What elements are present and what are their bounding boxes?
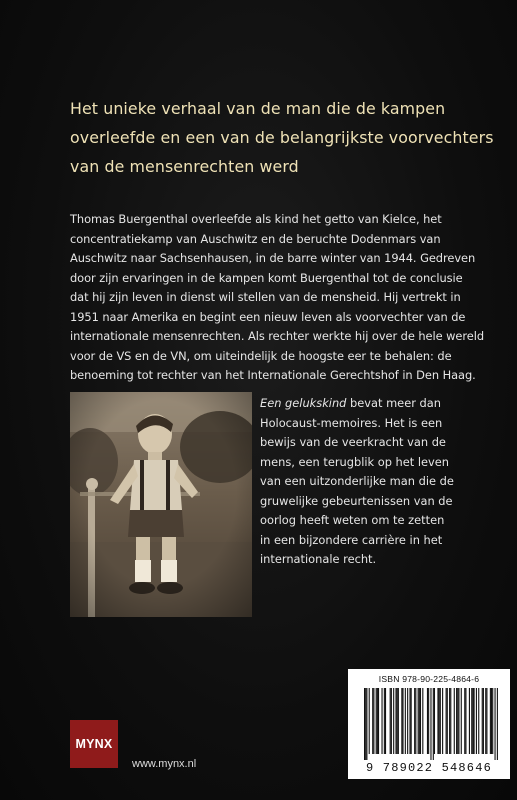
side-line: gruwelijke gebeurtenissen van de bbox=[260, 493, 453, 508]
side-line: van een uitzonderlijke man die de bbox=[260, 474, 454, 488]
side-line bbox=[260, 394, 500, 414]
blurb-line: 1951 naar Amerika en begint een nieuw leven als voorvechter van de bbox=[70, 309, 466, 324]
barcode-icon bbox=[364, 688, 498, 760]
tagline bbox=[70, 94, 494, 181]
blurb-line: internationale mensenrechten. Als rechter werkte hij over de hele wereld bbox=[70, 329, 485, 343]
barcode-digits: 9 789022 548646 bbox=[365, 761, 493, 775]
blurb-line: Auschwitz naar Sachsenhausen, in de barre winter van 1944. Gedreven bbox=[70, 251, 476, 265]
publisher-logo: MYNX bbox=[70, 720, 118, 768]
childhood-photo bbox=[70, 392, 252, 617]
side-line: internationale recht. bbox=[260, 552, 377, 566]
side-line: in een bijzondere carrière in het bbox=[260, 532, 443, 547]
side-line: bewijs van de veerkracht van de bbox=[260, 435, 446, 449]
blurb-line: dat hij zijn leven in dienst wil stellen van de mensheid. Hij vertrekt in bbox=[70, 290, 461, 304]
blurb-line: benoeming tot rechter van het Internationale Gerechtshof in Den Haag. bbox=[70, 368, 476, 382]
tagline-line: overleefde en een van de belangrijkste voorvechters bbox=[70, 128, 494, 147]
side-line-rest: bevat meer dan bbox=[346, 396, 441, 410]
blurb-paragraph bbox=[70, 210, 500, 386]
blurb-line: concentratiekamp van Auschwitz en de beruchte Dodenmars van bbox=[70, 231, 441, 246]
blurb-line: door zijn ervaringen in de kampen komt Buergenthal tot de conclusie bbox=[70, 270, 463, 285]
isbn-barcode-box bbox=[348, 669, 510, 779]
side-line: oorlog heeft weten om te zetten bbox=[260, 513, 445, 527]
book-title-italic: Een gelukskind bbox=[260, 396, 347, 410]
side-line: Holocaust-memoires. Het is een bbox=[260, 415, 443, 430]
side-paragraph bbox=[260, 394, 500, 570]
tagline-line: Het unieke verhaal van de man die de kampen bbox=[70, 99, 446, 118]
side-line: mens, een terugblik op het leven bbox=[260, 454, 450, 469]
blurb-line: Thomas Buergenthal overleefde als kind het getto van Kielce, het bbox=[70, 212, 442, 226]
blurb-line: voor de VS en de VN, om uiteindelijk de hoogste eer te behalen: de bbox=[70, 348, 452, 363]
tagline-line: van de mensenrechten werd bbox=[70, 157, 299, 176]
isbn-label: ISBN 978-90-225-4864-6 bbox=[378, 674, 480, 684]
publisher-website[interactable]: www.mynx.nl bbox=[132, 758, 197, 770]
